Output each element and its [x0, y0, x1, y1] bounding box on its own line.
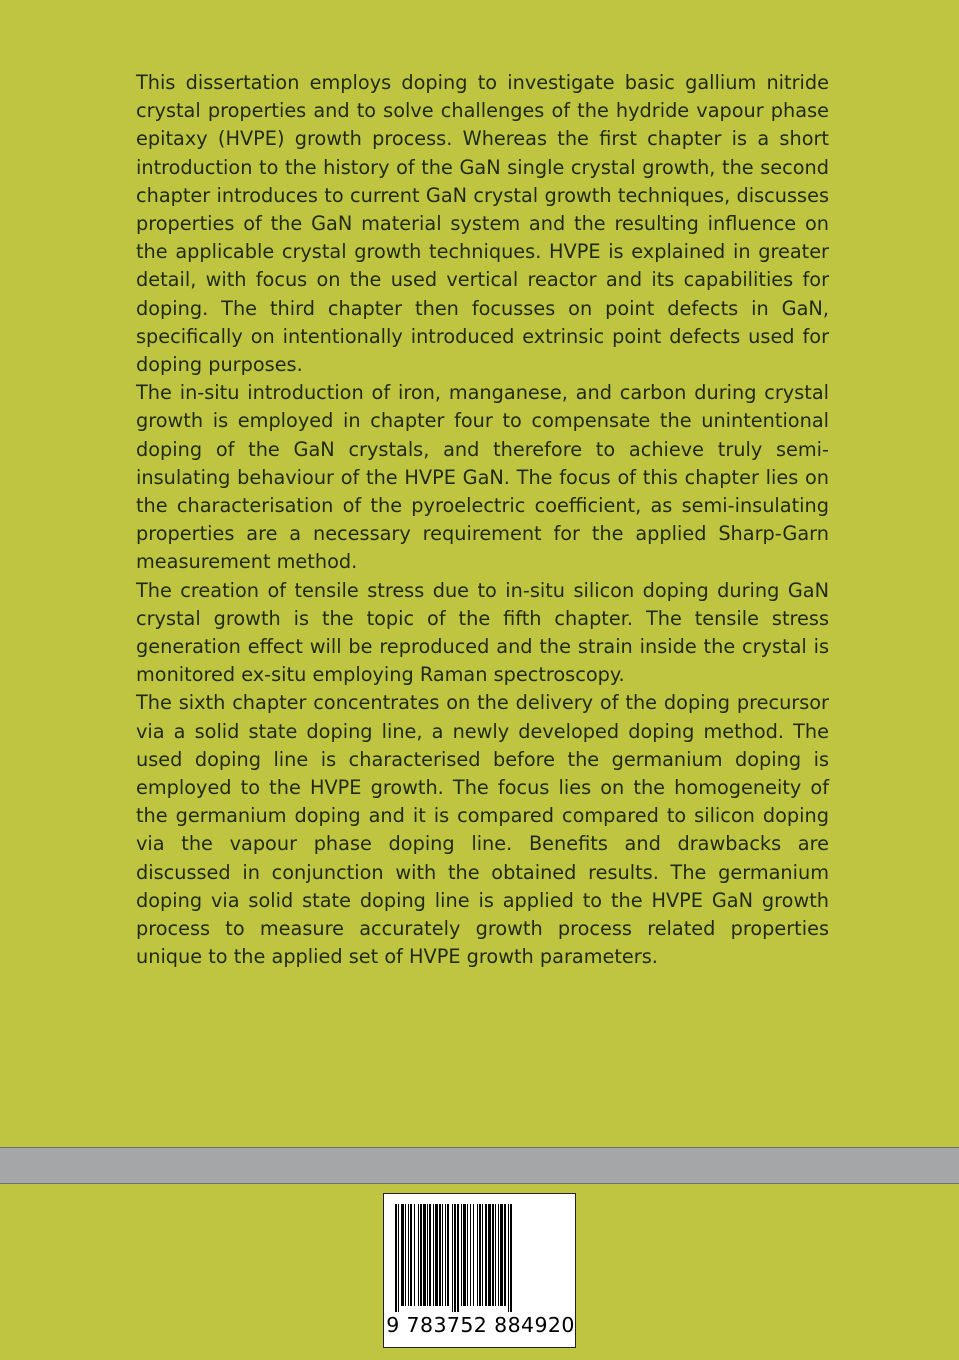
decorative-grey-band: [0, 1147, 959, 1184]
summary-paragraph-2: The in-situ introduction of iron, manganese, and carbon during crystal growth is employed in chapter four to compensate the unintentional doping of the GaN crystals, and therefore to achieve truly semi-insulating behaviour of the HVPE GaN. The focus of this chapter lies on the characterisation of the pyroelectric coefficient, as semi-insulating properties are a necessary requirement for the applied Sharp-Garn measurement method.: [136, 381, 829, 574]
isbn-barcode-box: [383, 1193, 576, 1348]
summary-paragraph-1: This dissertation employs doping to investigate basic gallium nitride crystal properties and to solve challenges of the hydride vapour phase epitaxy (HVPE) growth process. Whereas the first chapter is a short introduction to the history of the GaN single crystal growth, the second chapter introduces to current GaN crystal growth techniques, discusses properties of the GaN material system and the resulting influence on the applicable crystal growth techniques. HVPE is explained in greater detail, with focus on the used vertical reactor and its capabilities for doping. The third chapter then focusses on point defects in GaN, specifically on intentionally introduced extrinsic point defects used for doping purposes.: [136, 71, 829, 377]
summary-paragraph-3: The creation of tensile stress due to in-situ silicon doping during GaN crystal growth is the topic of the fifth chapter. The tensile stress generation effect will be reproduced and the strain inside the crystal is monitored ex-situ employing Raman spectroscopy.: [136, 578, 829, 687]
isbn-number: 9 783752 884920: [386, 1313, 575, 1337]
barcode-icon: [393, 1204, 568, 1312]
dissertation-summary: [136, 69, 829, 972]
summary-paragraph-4: The sixth chapter concentrates on the delivery of the doping precursor via a solid state doping line, a newly developed doping method. The used doping line is characterised before the germanium doping is employed to the HVPE growth. The focus lies on the homogeneity of the germanium doping and it is compared compared to silicon doping via the vapour phase doping line. Benefits and drawbacks are discussed in conjunction with the obtained results. The germanium doping via solid state doping line is applied to the HVPE GaN growth process to measure accurately growth process related properties unique to the applied set of HVPE growth parameters.: [136, 691, 829, 969]
